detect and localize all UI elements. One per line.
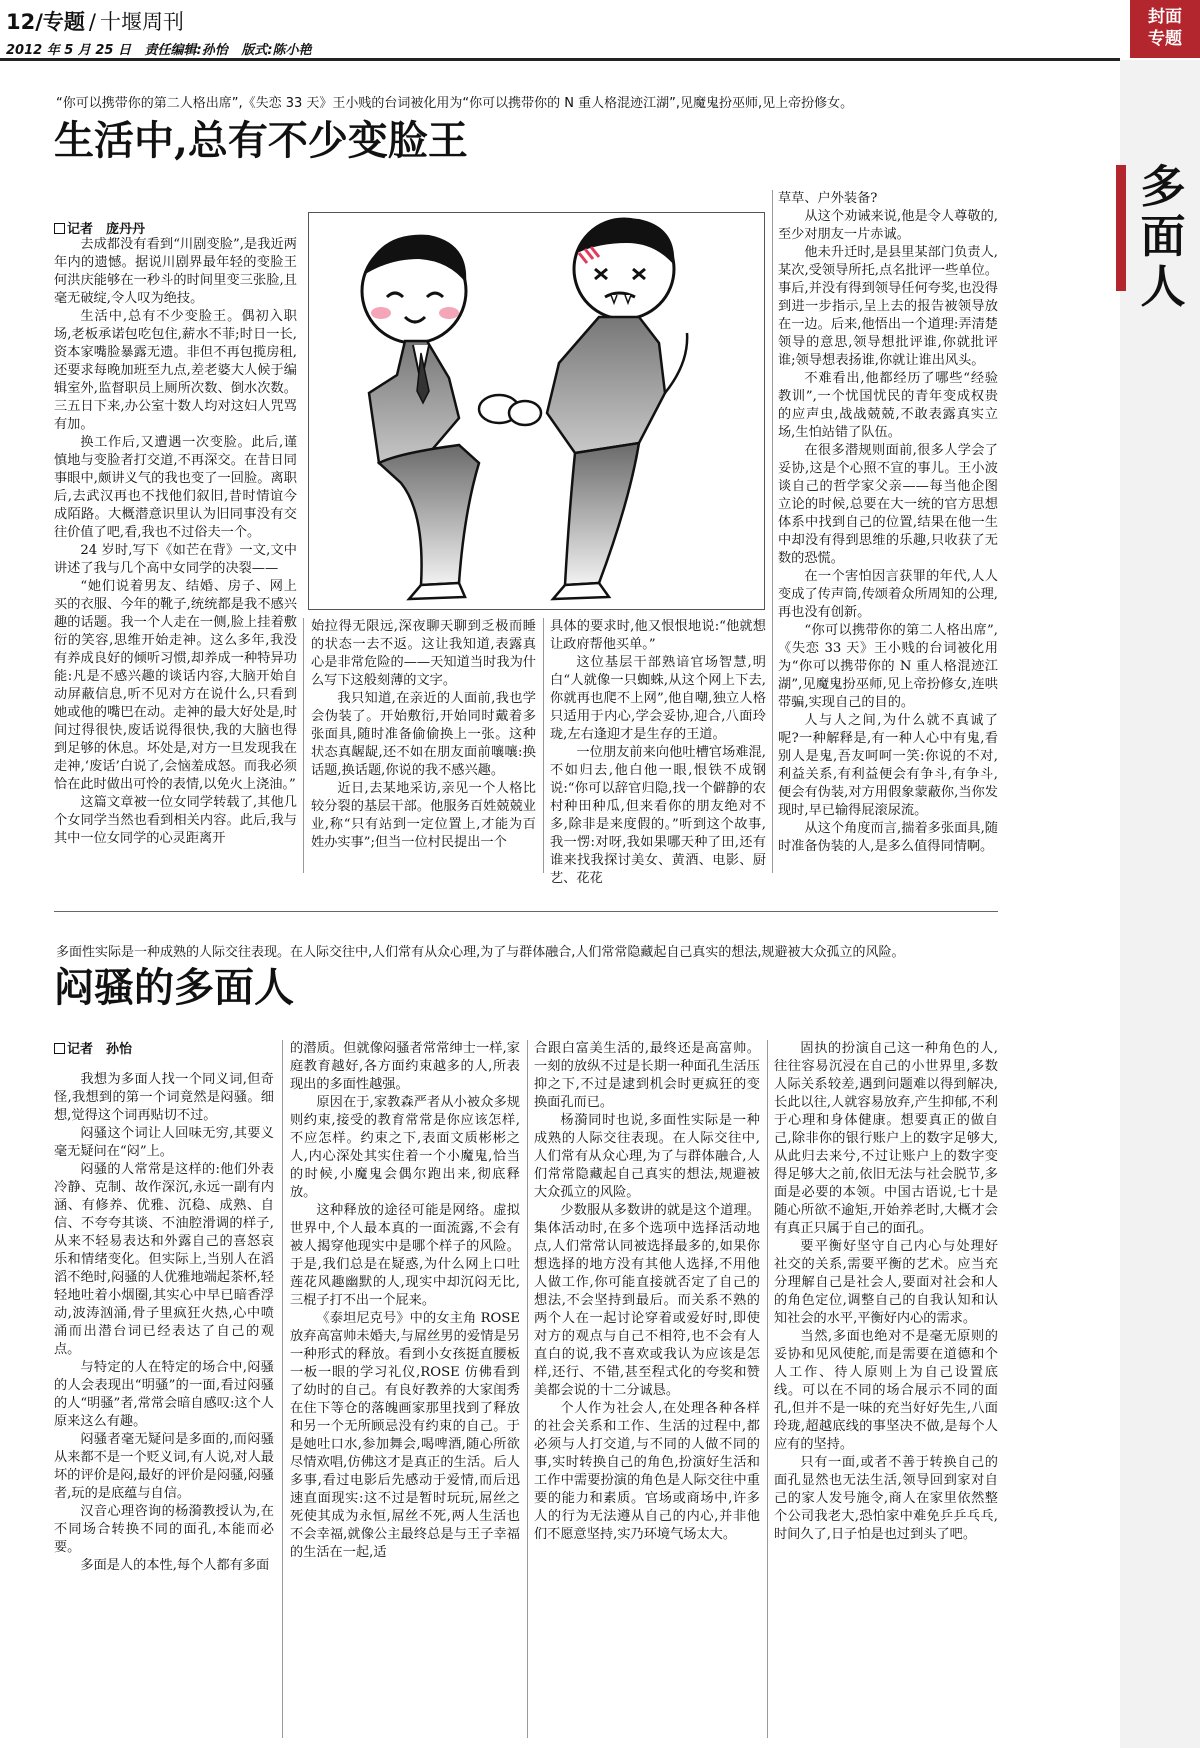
paragraph: 杨漪同时也说,多面性实际是一种成熟的人际交往表现。在人际交往中,人们常有从众心理,为了与群体融合,人们常常隐藏起自己真实的想法,规避被大众孤立的风险。 (534, 1113, 760, 1200)
paragraph: 一位朋友前来向他吐槽官场难混,不如归去,他白他一眼,恨铁不成钢说:“你可以辞官归隐,找一个僻静的农村种田种瓜,但来看你的朋友绝对不多,除非是来度假的。”听到这个故事,我一愣:对呀,我如果哪天种了田,还有谁来找我探讨美女、黄酒、电影、厨艺、花花 (550, 745, 766, 886)
paragraph: 24 岁时,写下《如芒在背》一文,文中讲述了我与几个高中女同学的决裂—— (54, 543, 297, 576)
publication-name: 十堰周刊 (99, 10, 184, 34)
paragraph: 从这个角度而言,揣着多张面具,随时准备伪装的人,是多么值得同情啊。 (778, 821, 998, 854)
article2-column-2 (290, 1040, 520, 1738)
side-strip (1120, 60, 1200, 1748)
paragraph: 在很多潜规则面前,很多人学会了妥协,这是个心照不宣的事儿。王小波谈自己的哲学家父亲——每当他企图立论的时候,总要在大一统的官方思想体系中找到自己的位置,结果在他一生中却没有得到思维的乐趣,只收获了无数的恐慌。 (778, 443, 998, 566)
column-rule (527, 1040, 528, 1738)
paragraph: 闷骚的人常常是这样的:他们外表冷静、克制、故作深沉,永远一副有内涵、有修养、优雅、沉稳、成熟、自信、不夸夸其谈、不油腔滑调的样子,从来不轻易表达和外露自己的喜怒哀乐和情绪变化。但实际上,当别人在滔滔不绝时,闷骚的人优雅地端起茶杯,轻轻地吐着小烟圈,其实心中早已暗香浮动,波涛汹涌,骨子里疯狂火热,心中喷涌而出潜台词已经表达了自己的观点。 (54, 1162, 274, 1357)
paragraph: 汉音心理咨询的杨漪教授认为,在不同场合转换不同的面孔,本能而必要。 (54, 1504, 274, 1555)
paragraph: 这种释放的途径可能是网络。虚拟世界中,个人最本真的一面流露,不会有被人揭穿他现实中是哪个样子的风险。于是,我们总是在疑惑,为什么网上口吐莲花风趣幽默的人,现实中却沉闷无比,三棍子打不出一个屁来。 (290, 1203, 520, 1308)
paragraph: 《泰坦尼克号》中的女主角 ROSE 放弃高富帅未婚夫,与屌丝男的爱情是另一种形式的释放。看到小女孩挺直腰板一板一眼的学习礼仪,ROSE 仿佛看到了幼时的自己。有良好教养的大家闺秀在住下等仓的落魄画家那里找到了释放和另一个无所顾忌没有约束的自己。于是她吐口水,参加舞会,喝啤酒,随心所欲尽情欢唱,仿佛这才是真正的生活。后人多事,看过电影后先感动于爱情,而后迅速直面现实:这不过是暂时玩玩,屌丝之死使其成为永恒,屌丝不死,两人生活也不会幸福,就像公主最终总是与王子幸福的生活在一起,适 (290, 1311, 520, 1560)
masthead-slash: / (88, 10, 96, 34)
paragraph: 只有一面,或者不善于转换自己的面孔显然也无法生活,领导回到家对自己的家人发号施令,商人在家里依然整个公司我老大,恐怕家中难免乒乒乓乓,时间久了,日子怕是也过到头了吧。 (774, 1455, 998, 1542)
article1-column-3 (550, 618, 766, 886)
article2-byline-text: 记者 孙怡 (67, 1042, 133, 1057)
column-rule (303, 618, 304, 873)
paragraph: “她们说着男友、结婚、房子、网上买的衣服、今年的靴子,统统都是我不感兴趣的话题。我一个人走在一侧,脸上挂着敷衍的笑容,思维开始走神。这么多年,我没有养成良好的倾听习惯,却养成一种特异功能:凡是不感兴趣的谈话内容,大脑开始自动屏蔽信息,听不见对方在说什么,只看到她或他的嘴巴在动。走神的最大好处是,时间过得很快,废话说得很快,我的大脑也得到足够的休息。坏处是,对方一旦发现我在走神,‘废话’白说了,会恼羞成怒。而我必须恰在此时做出可怜的表情,以免火上浇油。” (54, 579, 297, 792)
paragraph: 近日,去某地采访,亲见一个人格比较分裂的基层干部。他服务百姓兢兢业业,称“只有站到一定位置上,才能为百姓办实事”;但当一位村民提出一个 (311, 781, 536, 850)
paragraph: 生活中,总有不少变脸王。偶初入职场,老板承诺包吃包住,薪水不菲;时日一长,资本家嘴脸暴露无遗。非但不再包揽房租,还要求每晚加班至九点,差老婆大人候于编辑室外,监督职员上厕所次数、倒水次数。三五日下来,办公室十数人均对这妇人咒骂有加。 (54, 309, 297, 432)
paragraph: 换工作后,又遭遇一次变脸。此后,谨慎地与变脸者打交道,不再深交。在昔日同事眼中,颇讲义气的我也变了一回脸。离职后,去武汉再也不找他们叙旧,昔时情谊今成陌路。大概潜意识里认为旧同事没有交往价值了吧,看,我也不过俗夫一个。 (54, 435, 297, 540)
article2-headline: 闷骚的多面人 (54, 964, 294, 1011)
paragraph: 闷骚这个词让人回味无穷,其要义毫无疑问在“闷”上。 (54, 1126, 274, 1159)
byline-box-icon (54, 1043, 65, 1054)
article1-byline (54, 218, 145, 237)
article2-column-1 (54, 1058, 274, 1738)
paragraph: 个人作为社会人,在处理各种各样的社会关系和工作、生活的过程中,都必须与人打交道,与不同的人做不同的事,实时转换自己的角色,扮演好生活和工作中需要扮演的角色是人际交往中重要的能力和素质。官场或商场中,许多人的行为无法遵从自己的内心,并非他们不愿意坚持,实乃环境气场太大。 (534, 1401, 760, 1542)
paragraph: 多面是人的本性,每个人都有多面 (80, 1558, 270, 1573)
byline-box-icon (54, 223, 65, 234)
article1-headline: 生活中,总有不少变脸王 (54, 117, 468, 164)
two-faced-figures-illustration (308, 212, 765, 610)
page-number: 12/ (6, 10, 43, 34)
article1-column-1 (54, 236, 297, 871)
paragraph: 闷骚者毫无疑问是多面的,而闷骚从来都不是一个贬义词,有人说,对人最坏的评价是闷,最好的评价是闷骚,闷骚者,玩的是底蕴与自信。 (54, 1432, 274, 1501)
article1-byline-text: 记者 庞丹丹 (67, 222, 146, 237)
article1-column-4 (778, 190, 998, 870)
paragraph: 人与人之间,为什么就不真诚了呢?一种解释是,有一种人心中有鬼,看别人是鬼,吾友呵呵一笑:你说的不对,利益关系,有利益便会有争斗,有争斗,便会有伪装,对方用假象蒙蔽你,当你发现时,早已输得屁滚尿流。 (778, 713, 998, 818)
article2-deck: 多面性实际是一种成熟的人际交往表现。在人际交往中,人们常有从众心理,为了与群体融合,人们常常隐藏起自己真实的想法,规避被大众孤立的风险。 (56, 945, 905, 960)
paragraph: 要平衡好坚守自己内心与处理好社交的关系,需要平衡的艺术。应当充分理解自己是社会人,要面对社会和人的角色定位,调整自己的自我认知和认知社会的水平,平衡好内心的需求。 (774, 1239, 998, 1326)
paragraph: 当然,多面也绝对不是毫无原则的妥协和见风使舵,而是需要在道德和个人工作、待人原则上为自己设置底线。可以在不同的场合展示不同的面孔,但并不是一味的充当好好先生,八面玲珑,超越底线的事坚决不做,是每个人应有的坚持。 (774, 1329, 998, 1452)
paragraph: 的潜质。但就像闷骚者常常绅士一样,家庭教育越好,各方面约束越多的人,所表现出的多面性越强。 (290, 1041, 520, 1092)
paragraph: 不难看出,他都经历了哪些“经验教训”,一个忧国忧民的青年变成权贵的应声虫,战战兢兢,不敢表露真实立场,生怕站错了队伍。 (778, 371, 998, 440)
paragraph: 与特定的人在特定的场合中,闷骚的人会表现出“明骚”的一面,看过闷骚的人“明骚”者,常常会暗自感叹:这个人原来这么有趣。 (54, 1360, 274, 1429)
badge-line-2: 专题 (1148, 29, 1182, 49)
paragraph: “你可以携带你的第二人格出席”,《失恋 33 天》王小贱的台词被化用为“你可以携带你的 N 重人格混迹江湖”,见魔鬼扮巫师,见上帝扮修女,连哄带骗,实现自己的目的。 (778, 623, 998, 710)
paragraph: 草草、户外装备? (778, 191, 878, 206)
paragraph: 这篇文章被一位女同学转载了,其他几个女同学当然也看到相关内容。此后,我与其中一位女同学的心灵距离开 (54, 795, 297, 846)
masthead (6, 6, 184, 36)
column-rule (772, 190, 773, 873)
paragraph: 合跟白富美生活的,最终还是高富帅。一刻的放纵不过是长期一种面孔生活压抑之下,不过是逮到机会时更疯狂的变换面孔而已。 (534, 1041, 760, 1110)
paragraph: 原因在于,家教森严者从小被众多规则约束,接受的教育常常是你应该怎样,不应怎样。约束之下,表面文质彬彬之人,内心深处其实住着一个小魔鬼,恰当的时候,小魔鬼会偶尔跑出来,彻底释放。 (290, 1095, 520, 1200)
illustration-svg (309, 213, 764, 609)
editor-credit: 责任编辑:孙怡 (144, 43, 228, 58)
cover-topic-badge (1130, 0, 1200, 58)
paragraph: 去成都没有看到“川剧变脸”,是我近两年内的遗憾。据说川剧界最年轻的变脸王何洪庆能够在一秒斗的时间里变三张脸,且毫无破绽,令人叹为绝技。 (54, 237, 297, 306)
column-rule (543, 618, 544, 873)
badge-line-1: 封面 (1148, 7, 1182, 27)
hand-icon (509, 401, 541, 425)
article1-deck: “你可以携带你的第二人格出席”,《失恋 33 天》王小贱的台词被化用为“你可以携带你的 N 重人格混迹江湖”,见魔鬼扮巫师,见上帝扮修女。 (56, 96, 854, 111)
article2-byline (54, 1038, 132, 1057)
paragraph: 固执的扮演自己这一种角色的人,往往容易沉浸在自己的小世界里,多数人际关系较差,遇到问题难以得到解决,长此以往,人就容易放弃,产生抑郁,不利于心理和身体健康。想要真正的做自己,除非你的银行账户上的数字足够大,从此归去来兮,不过让账户上的数字变得足够大之前,依旧无法与社会脱节,多面是必要的本领。中国古语说,七十是随心所欲不逾矩,开始养老时,大概才会有真正只属于自己的面孔。 (774, 1041, 998, 1236)
paragraph: 这位基层干部熟谙官场智慧,明白“人就像一只蜘蛛,从这个网上下去,你就再也爬不上网”,他自嘲,独立人格只适用于内心,学会妥协,迎合,八面玲珑,左右逢迎才是生存的王道。 (550, 655, 766, 742)
article-divider (54, 911, 998, 912)
right-figure (547, 219, 687, 599)
paragraph: 从这个劝诫来说,他是令人尊敬的,至少对朋友一片赤诚。 (778, 209, 998, 242)
paragraph: 我想为多面人找一个同义词,但奇怪,我想到的第一个词竟然是闷骚。细想,觉得这个词再贴切不过。 (54, 1072, 274, 1123)
column-rule (767, 1040, 768, 1738)
paragraph: 始拉得无限远,深夜聊天聊到乏极而睡的状态一去不返。这让我知道,表露真心是非常危险的——天知道当时我为什么写下这般刻薄的文字。 (311, 619, 536, 688)
section-name: 专题 (42, 10, 85, 34)
article1-column-2 (311, 618, 536, 871)
masthead-info (6, 39, 312, 58)
article2-column-4 (774, 1040, 998, 1738)
paragraph: 他未升迁时,是县里某部门负责人,某次,受领导所托,点名批评一些单位。事后,并没有得到领导任何夸奖,也没得到进一步指示,呈上去的报告被领导放在一边。后来,他悟出一个道理:弄清楚领导的意思,领导想批评谁,你就批评谁;领导想表扬谁,你就让谁出风头。 (778, 245, 998, 368)
masthead-rule (0, 58, 1120, 61)
paragraph: 我只知道,在亲近的人面前,我也学会伪装了。开始敷衍,开始同时戴着多张面具,随时准备偷偷换上一张。这种状态真龌龊,还不如在朋友面前嚷嚷:换话题,换话题,你说的我不感兴趣。 (311, 691, 536, 778)
paragraph: 在一个害怕因言获罪的年代,人人变成了传声筒,传颂着众所周知的公理,再也没有创新。 (778, 569, 998, 620)
side-title: 多面人 (1140, 160, 1186, 313)
article2-column-3 (534, 1040, 760, 1738)
side-accent-bar (1116, 165, 1126, 291)
left-figure (362, 235, 479, 599)
layout-credit: 版式:陈小艳 (241, 43, 312, 58)
paragraph: 少数服从多数讲的就是这个道理。集体活动时,在多个选项中选择活动地点,人们常常认同被选择最多的,如果你想选择的地方没有其他人选择,不用他人做工作,你可能直接就否定了自己的想法,不会坚持到最后。而关系不熟的两个人在一起讨论穿着或爱好时,即使对方的观点与自己不相符,也不会有人直白的说,我不喜欢或我认为应该是怎样,还行、不错,甚至程式化的夸奖和赞美都会说的十二分诚恳。 (534, 1203, 760, 1398)
column-rule (282, 1040, 283, 1738)
issue-date: 2012 年 5 月 25 日 (6, 43, 131, 58)
paragraph: 具体的要求时,他又恨恨地说:“他就想让政府帮他买单。” (550, 619, 766, 652)
